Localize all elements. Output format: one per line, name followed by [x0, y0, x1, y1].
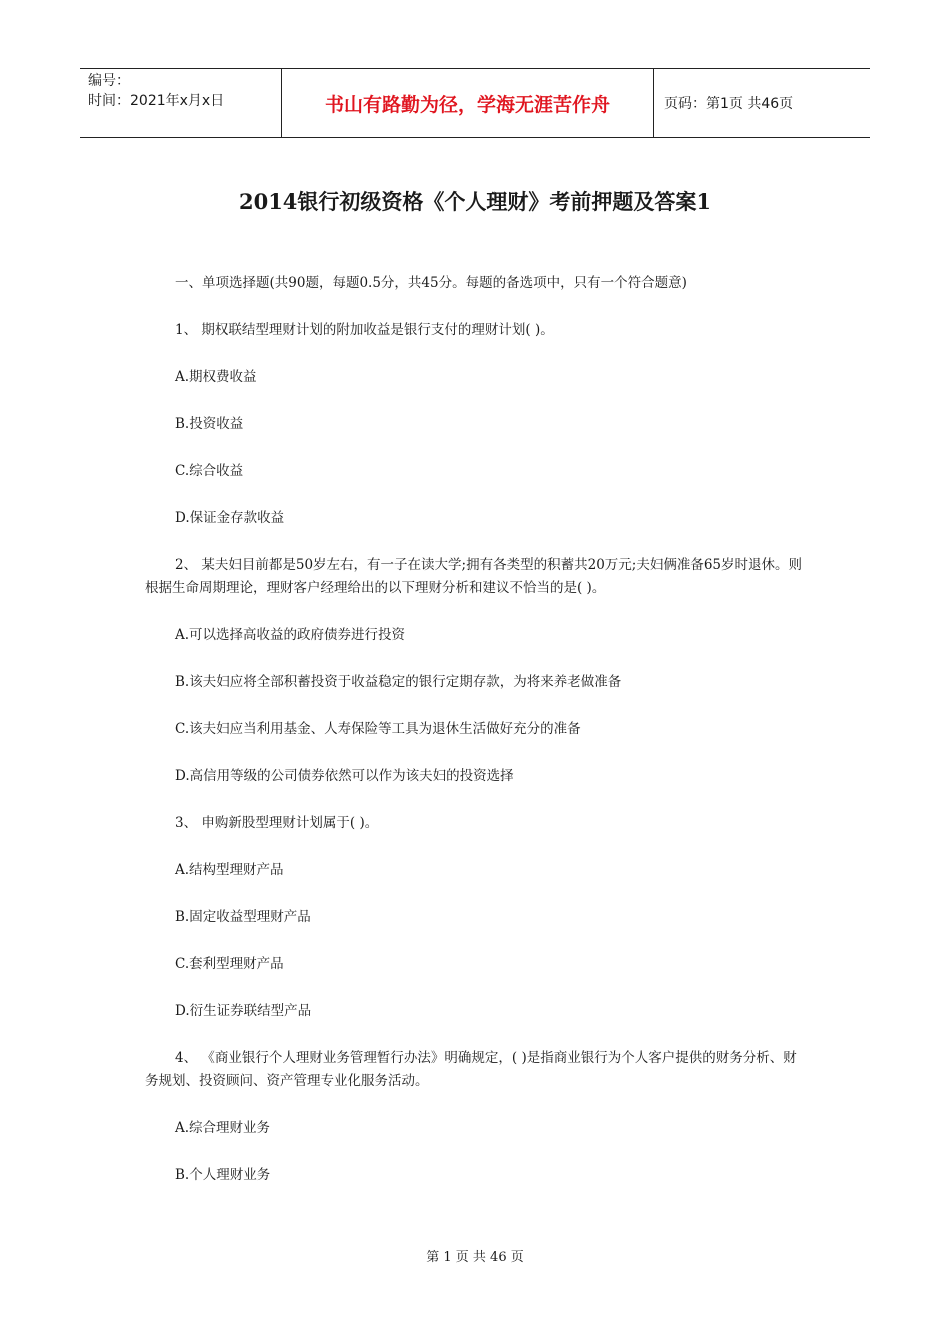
question-3-option-c: C.套利型理财产品: [175, 956, 284, 972]
page-header: [80, 68, 870, 138]
question-2-option-d: D.高信用等级的公司债券依然可以作为该夫妇的投资选择: [175, 768, 514, 784]
question-1-option-d: D.保证金存款收益: [175, 510, 285, 526]
question-1: 1、 期权联结型理财计划的附加收益是银行支付的理财计划( )。: [175, 322, 554, 338]
question-2-option-a: A.可以选择高收益的政府债券进行投资: [175, 627, 406, 643]
question-4: 4、 《商业银行个人理财业务管理暂行办法》明确规定，( )是指商业银行为个人客户提供的财务分析、财务规划、投资顾问、资产管理专业化服务活动。: [145, 1050, 797, 1089]
document-number-label: 编号：: [88, 73, 130, 89]
document-date-label: 时间：2021年x月x日: [88, 93, 225, 109]
question-1-option-a: A.期权费收益: [175, 369, 257, 385]
header-meta: [80, 69, 282, 137]
question-2: 2、 某夫妇目前都是50岁左右，有一子在读大学;拥有各类型的积蓄共20万元;夫妇俩准备65岁时退休。则根据生命周期理论，理财客户经理给出的以下理财分析和建议不恰当的是( )。: [145, 557, 803, 596]
question-3-option-b: B.固定收益型理财产品: [175, 909, 311, 925]
question-2-option-b: B.该夫妇应将全部积蓄投资于收益稳定的银行定期存款，为将来养老做准备: [175, 674, 622, 690]
document-title: 2014银行初级资格《个人理财》考前押题及答案1: [238, 189, 712, 214]
question-3: 3、 申购新股型理财计划属于( )。: [175, 815, 379, 831]
page-footer: 第 1 页 共 46 页: [426, 1250, 524, 1265]
question-3-option-d: D.衍生证券联结型产品: [175, 1003, 312, 1019]
question-3-option-a: A.结构型理财产品: [175, 862, 284, 878]
section-heading: 一、单项选择题(共90题，每题0.5分，共45分。每题的备选项中，只有一个符合题意): [175, 275, 687, 291]
header-motto: 书山有路勤为径，学海无涯苦作舟: [282, 69, 654, 137]
document-body: [145, 272, 805, 1211]
header-page-label: 页码：第1页 共46页: [664, 96, 794, 112]
question-4-option-a: A.综合理财业务: [175, 1120, 271, 1136]
question-2-option-c: C.该夫妇应当利用基金、人寿保险等工具为退休生活做好充分的准备: [175, 721, 581, 737]
question-1-option-c: C.综合收益: [175, 463, 244, 479]
question-4-option-b: B.个人理财业务: [175, 1167, 271, 1183]
question-1-option-b: B.投资收益: [175, 416, 244, 432]
